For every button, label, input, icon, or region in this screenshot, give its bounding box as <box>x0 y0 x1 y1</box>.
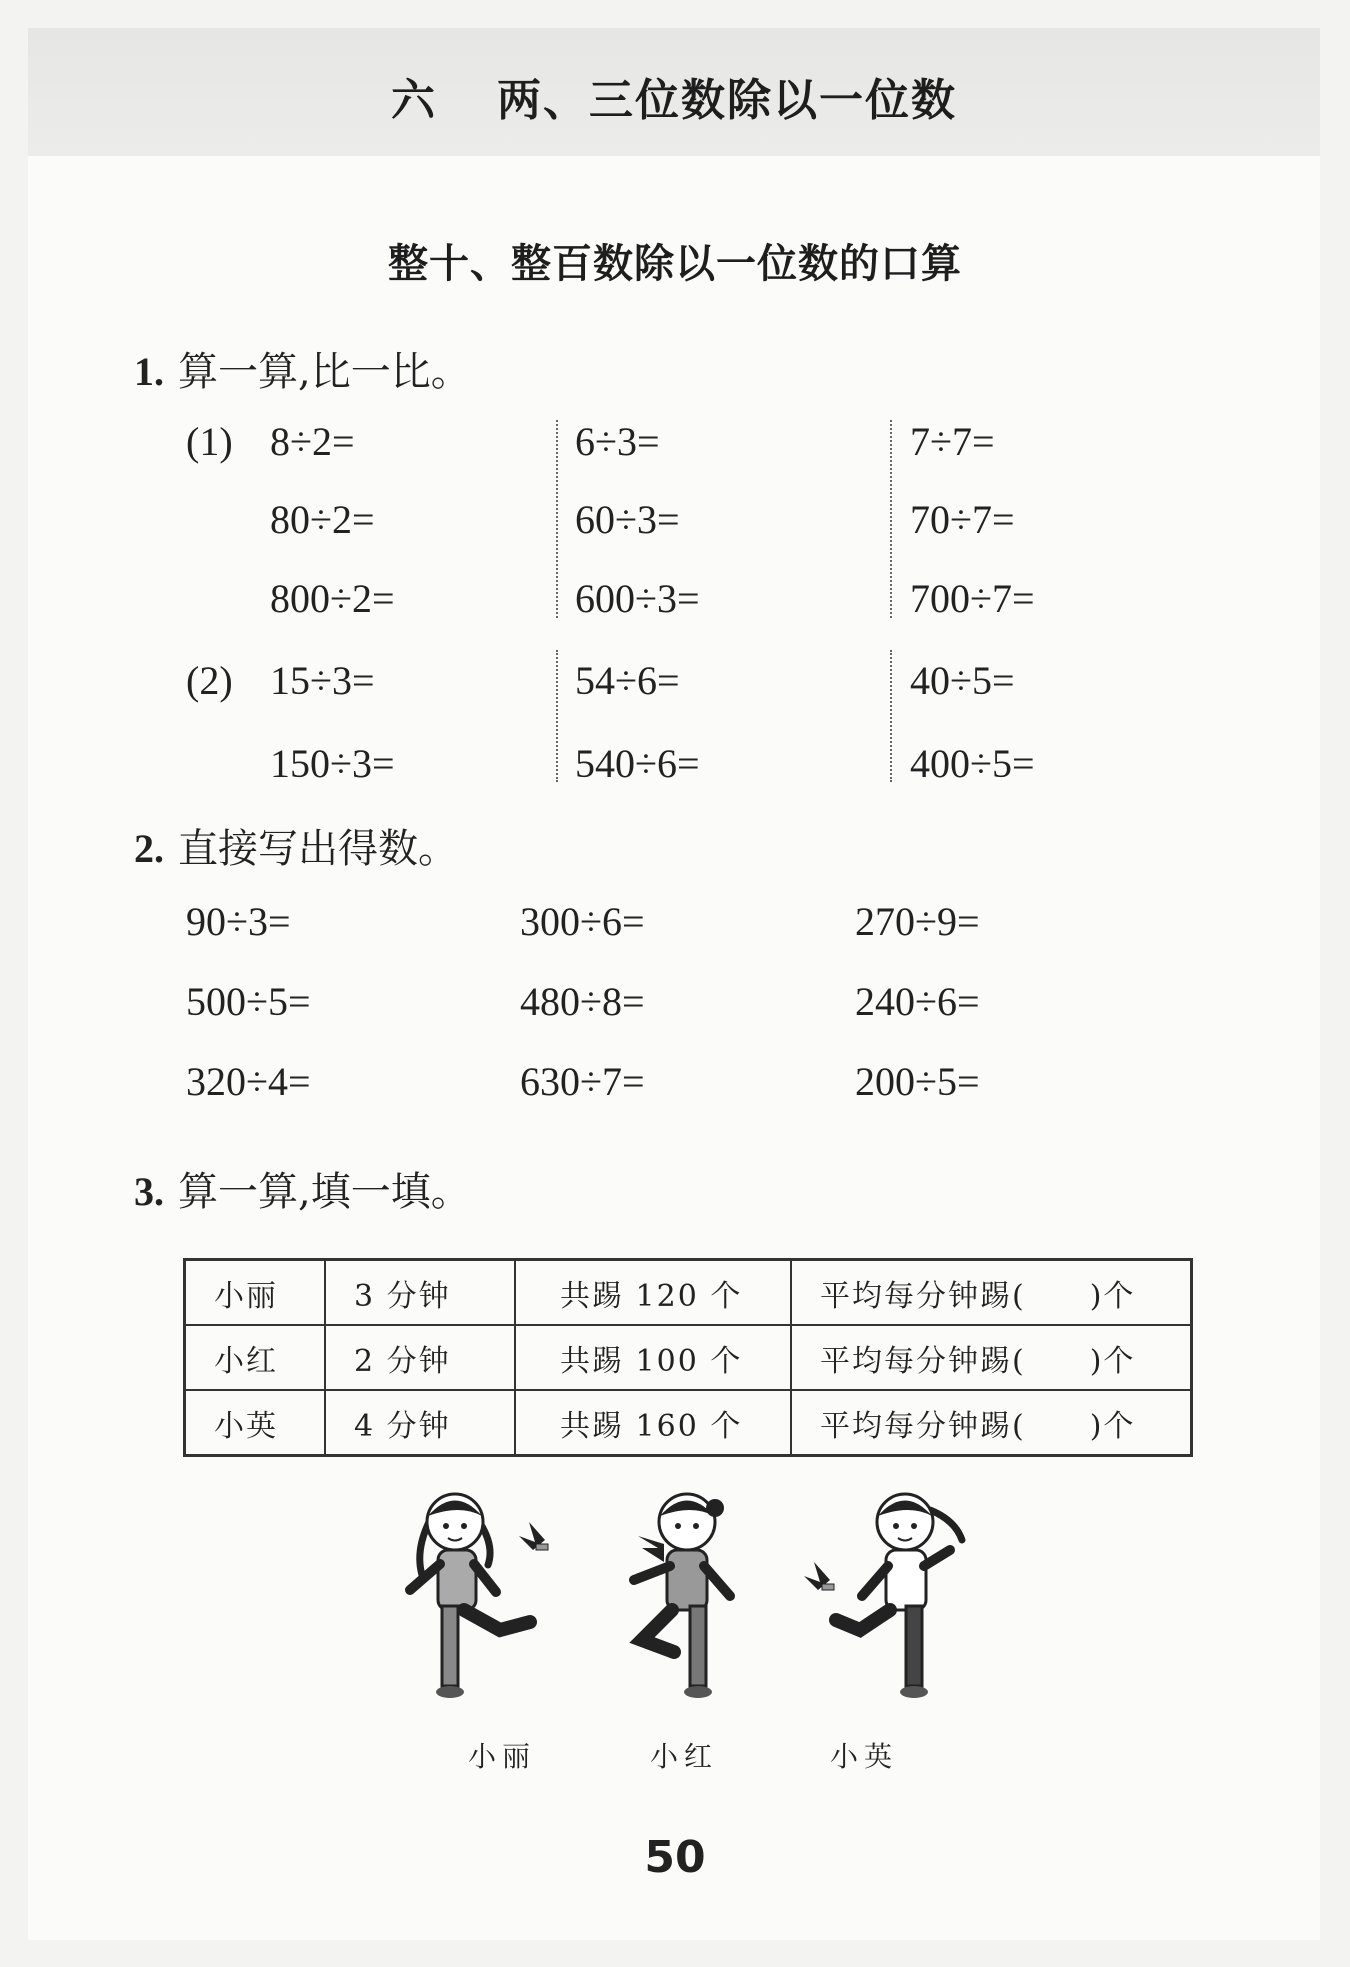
table-cell: 小红 <box>185 1325 326 1390</box>
expression: 6÷3= <box>575 419 660 464</box>
table-cell: 小丽 <box>185 1260 326 1326</box>
girl-kicking-illustration <box>790 1480 980 1720</box>
expression: 200÷5= <box>855 1059 980 1104</box>
question-number: 2. <box>134 826 164 871</box>
expression: 240÷6= <box>855 979 980 1024</box>
expression: 540÷6= <box>575 741 700 786</box>
figure-caption: 小英 <box>830 1740 899 1773</box>
girl-kicking-illustration <box>400 1480 570 1720</box>
table-cell: 共踢 100 个 <box>515 1325 791 1390</box>
expression: 60÷3= <box>575 497 680 542</box>
expression: 600÷3= <box>575 576 700 621</box>
answer-cell[interactable]: 平均每分钟踢( )个 <box>791 1390 1192 1456</box>
expression: 7÷7= <box>910 419 995 464</box>
kick-table <box>183 1258 1193 1457</box>
question-instruction: 算一算,比一比。 <box>178 349 471 395</box>
table-cell: 3 分钟 <box>325 1260 515 1326</box>
expression: 54÷6= <box>575 658 680 703</box>
expression: 15÷3= <box>270 658 375 703</box>
table-cell: 共踢 120 个 <box>515 1260 791 1326</box>
chapter-header <box>28 28 1320 156</box>
expression: 80÷2= <box>270 497 375 542</box>
table-cell: 共踢 160 个 <box>515 1390 791 1456</box>
expression: 40÷5= <box>910 658 1015 703</box>
expression: 150÷3= <box>270 741 395 786</box>
table-row <box>185 1260 1192 1326</box>
table-cell: 2 分钟 <box>325 1325 515 1390</box>
expression: 630÷7= <box>520 1059 645 1104</box>
table-row <box>185 1390 1192 1456</box>
part-label: (1) <box>186 419 233 464</box>
question-number: 3. <box>134 1169 164 1214</box>
expression: 320÷4= <box>186 1059 311 1104</box>
lesson-title: 整十、整百数除以一位数的口算 <box>388 241 962 287</box>
expression: 90÷3= <box>186 899 291 944</box>
page-number: 50 <box>644 1832 706 1883</box>
dotted-divider <box>890 650 892 782</box>
question-2-heading <box>134 817 458 874</box>
figure-caption: 小红 <box>650 1740 719 1773</box>
answer-cell[interactable]: 平均每分钟踢( )个 <box>791 1260 1192 1326</box>
expression: 300÷6= <box>520 899 645 944</box>
dotted-divider <box>890 420 892 618</box>
dotted-divider <box>556 420 558 618</box>
question-instruction: 算一算,填一填。 <box>178 1169 471 1215</box>
question-instruction: 直接写出得数。 <box>178 826 458 872</box>
question-1-heading <box>134 340 471 397</box>
dotted-divider <box>556 650 558 782</box>
table-cell: 4 分钟 <box>325 1390 515 1456</box>
expression: 400÷5= <box>910 741 1035 786</box>
expression: 700÷7= <box>910 576 1035 621</box>
part-label: (2) <box>186 658 233 703</box>
expression: 8÷2= <box>270 419 355 464</box>
girl-kicking-illustration <box>612 1480 762 1720</box>
chapter-title <box>391 64 957 128</box>
expression: 70÷7= <box>910 497 1015 542</box>
figure-caption: 小丽 <box>468 1740 537 1773</box>
question-number: 1. <box>134 349 164 394</box>
expression: 800÷2= <box>270 576 395 621</box>
chapter-number: 六 <box>391 75 437 126</box>
table-cell: 小英 <box>185 1390 326 1456</box>
question-3-heading <box>134 1160 471 1217</box>
chapter-name: 两、三位数除以一位数 <box>497 75 957 126</box>
answer-cell[interactable]: 平均每分钟踢( )个 <box>791 1325 1192 1390</box>
expression: 500÷5= <box>186 979 311 1024</box>
expression: 480÷8= <box>520 979 645 1024</box>
expression: 270÷9= <box>855 899 980 944</box>
table-row <box>185 1325 1192 1390</box>
